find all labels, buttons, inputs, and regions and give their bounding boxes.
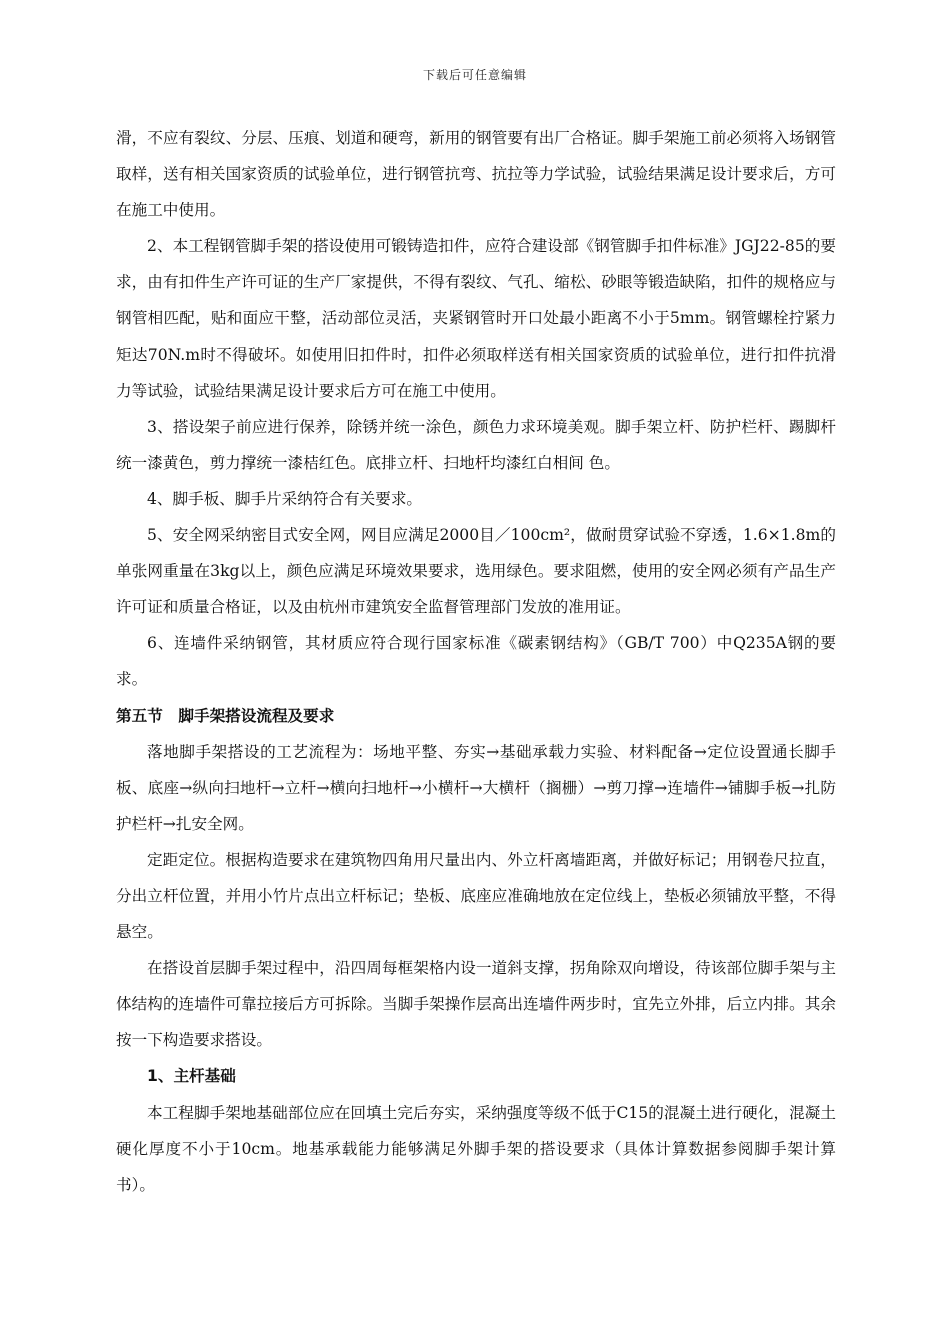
page-header: 下载后可任意编辑 <box>422 68 527 82</box>
paragraph-scaffold-board: 4、脚手板、脚手片采纳符合有关要求。 <box>147 489 423 508</box>
paragraph-painting-requirements: 3、搭设架子前应进行保养，除锈并统一涂色，颜色力求环境美观。脚手架立杆、防护栏杆、踢脚杆统一漆黄色，剪力撑统一漆桔红色。底排立杆、扫地杆均漆红白相间 色。 <box>116 417 836 472</box>
paragraph-first-floor: 在搭设首层脚手架过程中，沿四周每框架格内设一道斜支撑，拐角除双向增设，待该部位脚手架与主体结构的连墙件可靠拉接后方可拆除。当脚手架操作层高出连墙件两步时，宜先立外排，后立内排。其余按一下构造要求搭设。 <box>116 959 836 1050</box>
section-heading: 第五节 脚手架搭设流程及要求 <box>116 706 335 725</box>
subsection-heading: 1、主杆基础 <box>147 1067 236 1086</box>
paragraph-foundation: 本工程脚手架地基础部位应在回填土完后夯实，采纳强度等级不低于C15的混凝土进行硬化，混凝土硬化厚度不小于10cm。地基承载能力能够满足外脚手架的搭设要求（具体计算数据参阅脚手架计算书）。 <box>116 1103 836 1194</box>
paragraph-safety-net: 5、安全网采纳密目式安全网，网目应满足2000目／100cm²，做耐贯穿试验不穿透，1.6×1.8m的单张网重量在3kg以上，颜色应满足环境效果要求，选用绿色。要求阻燃，使用的安全网必须有产品生产许可证和质量合格证，以及由杭州市建筑安全监督管理部门发放的准用证。 <box>116 526 836 617</box>
paragraph-process-flow: 落地脚手架搭设的工艺流程为：场地平整、夯实→基础承载力实验、材料配备→定位设置通长脚手板、底座→纵向扫地杆→立杆→横向扫地杆→小横杆→大横杆（搁栅）→剪刀撑→连墙件→铺脚手板→扎防护栏杆→扎安全网。 <box>116 742 836 833</box>
paragraph-fastener-requirements: 2、本工程钢管脚手架的搭设使用可锻铸造扣件，应符合建设部《钢管脚手扣件标准》JGJ22-85的要求，由有扣件生产许可证的生产厂家提供，不得有裂纹、气孔、缩松、砂眼等锻造缺陷，扣件的规格应与钢管相匹配，贴和面应干整，活动部位灵活，夹紧钢管时开口处最小距离不小于5mm。钢管螺栓拧紧力矩达70N.m时不得破坏。如使用旧扣件时，扣件必须取样送有相关国家资质的试验单位，进行扣件抗滑力等试验，试验结果满足设计要求后方可在施工中使用。 <box>116 237 836 400</box>
paragraph-positioning: 定距定位。根据构造要求在建筑物四角用尺量出内、外立杆离墙距离，并做好标记；用钢卷尺拉直，分出立杆位置，并用小竹片点出立杆标记；垫板、底座应准确地放在定位线上，垫板必须铺放平整，不得悬空。 <box>116 850 836 942</box>
paragraph-wall-tie: 6、连墙件采纳钢管，其材质应符合现行国家标准《碳素钢结构》（GB/T 700）中Q235A钢的要求。 <box>116 634 836 689</box>
document-body <box>116 120 836 1203</box>
paragraph-steel-pipe-requirements: 滑，不应有裂纹、分层、压痕、划道和硬弯，新用的钢管要有出厂合格证。脚手架施工前必须将入场钢管取样，送有相关国家资质的试验单位，进行钢管抗弯、抗拉等力学试验，试验结果满足设计要求后，方可在施工中使用。 <box>116 129 836 220</box>
